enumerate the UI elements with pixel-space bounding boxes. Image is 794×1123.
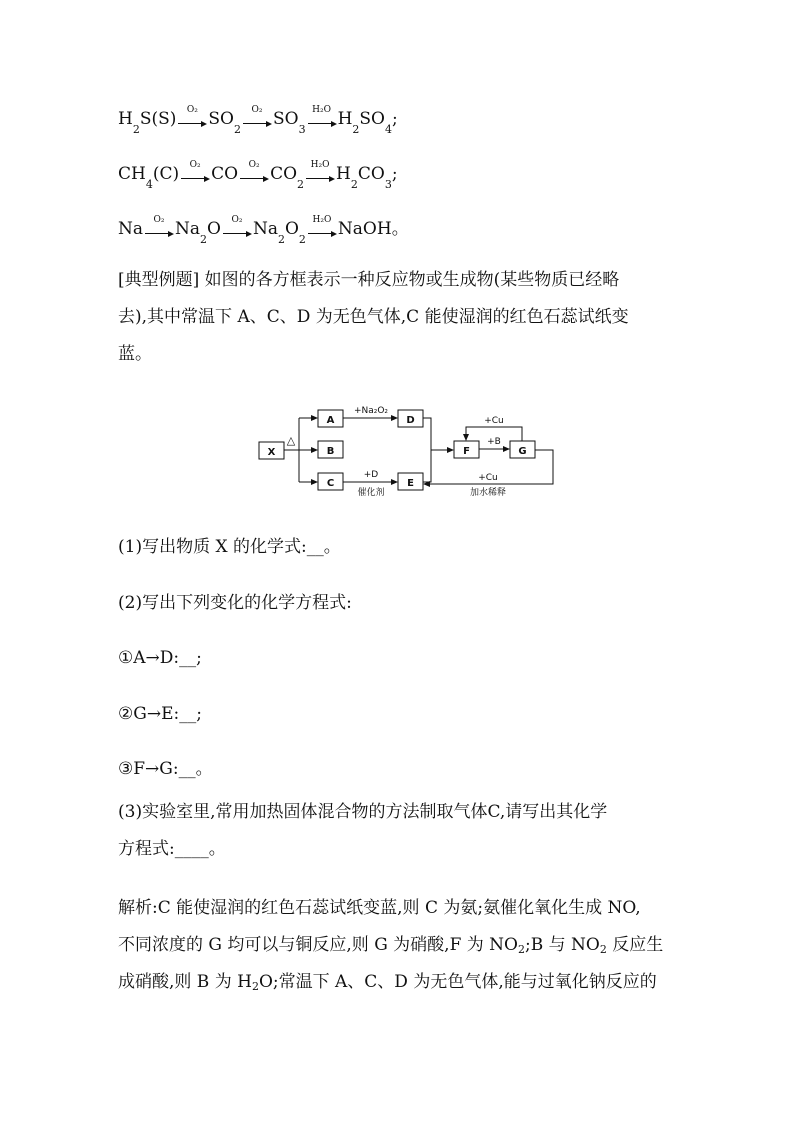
question-2-part-3: ③F→G:__。 [118,759,213,779]
d-out-line [423,418,431,482]
formula-text: 反应生 [606,935,664,955]
example-line: 去),其中常温下 A、C、D 为无色气体,C 能使湿润的红色石蕊试纸变 [118,307,629,327]
formula-text: O [207,219,221,239]
equation-sulfur: H 2 S(S) O₂ SO 2 O₂ SO 3 H₂O H 2 SO 4 ; [118,105,398,136]
question-2-part-2: ②G→E:__; [118,703,202,724]
question-3-line: (3)实验室里,常用加热固体混合物的方法制取气体C,请写出其化学 [118,802,608,822]
example-line: [典型例题] 如图的各方框表示一种反应物或生成物(某些物质已经略 [118,270,620,290]
analysis [118,890,683,1001]
f-to-g-label: +B [487,437,501,447]
arrow-condition: O₂ [251,105,263,115]
g-to-e-bottom-label: 加水稀释 [469,488,507,498]
g-to-e-top-label: +Cu [478,473,498,483]
formula-text: CO [357,164,385,184]
arrow-condition: O₂ [153,215,165,225]
box-x-label: X [267,447,276,458]
formula-text: CO [211,164,239,184]
box-d-label: D [406,415,415,426]
formula-text: ;B 与 NO [525,935,600,955]
subscript: 2 [599,943,607,956]
formula-text: CH [118,164,146,184]
equation-sodium: Na O₂ Na 2 O O₂ Na 2 O 2 H₂O NaOH。 [118,215,409,246]
formula-text: O;常温下 A、C、D 为无色气体,能与过氧化钠反应的 [258,972,657,992]
box-e-label: E [407,478,414,489]
formula-text: SO [272,109,299,129]
formula-text: NaOH。 [337,219,409,239]
formula-text: ; [391,164,398,184]
formula-text: 解析:C 能使湿润的红色石蕊试纸变蓝,则 C 为氨;氨催化氧化生成 NO, [118,898,641,918]
question-3-line: 方程式:____。 [118,839,226,859]
formula-text: Na [175,219,201,239]
arrow-condition: O₂ [186,105,198,115]
formula-text: SO [359,109,385,129]
box-g-label: G [518,446,527,457]
arrow-condition: O₂ [231,215,243,225]
heat-label: △ [286,434,296,447]
c-to-e-top-label: +D [363,470,379,480]
subscript: 2 [251,980,259,993]
g-to-f-label: +Cu [484,416,504,426]
question-2: (2)写出下列变化的化学方程式: [118,592,352,613]
equation-carbon: CH 4 (C) O₂ CO O₂ CO 2 H₂O H 2 CO 3 ; [118,160,398,191]
question-1: (1)写出物质 X 的化学式:__。 [118,537,341,557]
question-3 [118,794,683,868]
arrow-condition: H₂O [312,105,331,115]
analysis-line [118,890,683,927]
formula-text: H [118,109,133,129]
arrow-condition: O₂ [248,160,260,170]
formula-text: H [337,109,353,129]
formula-text: 不同浓度的 G 均可以与铜反应,则 G 为硝酸,F 为 NO [118,935,518,955]
arrow-condition: H₂O [310,160,330,170]
box-c-label: C [326,478,335,489]
formula-text: Na [252,219,278,239]
formula-text: CO [270,164,298,184]
formula-text: SO [208,109,234,129]
formula-text: 成硝酸,则 B 为 H [118,972,252,992]
box-b-label: B [326,446,335,457]
formula-text: Na [118,219,144,239]
analysis-line [118,964,683,1001]
example-line: 蓝。 [118,344,152,364]
box-a-label: A [326,415,335,426]
box-f-label: F [463,446,470,457]
formula-text: H [336,164,351,184]
c-to-e-bottom-label: 催化剂 [357,488,385,498]
formula-text: ; [392,109,398,129]
analysis-line [118,927,683,964]
questions [118,520,683,798]
subscript: 2 [518,943,525,956]
question-2-part-1: ①A→D:__; [118,648,202,668]
formula-text: O [284,219,299,239]
a-to-d-label: +Na₂O₂ [353,406,389,416]
formula-text: (C) [152,164,180,184]
formula-text: S(S) [139,109,177,129]
arrow-condition: O₂ [189,160,201,170]
arrow-condition: H₂O [312,215,332,225]
